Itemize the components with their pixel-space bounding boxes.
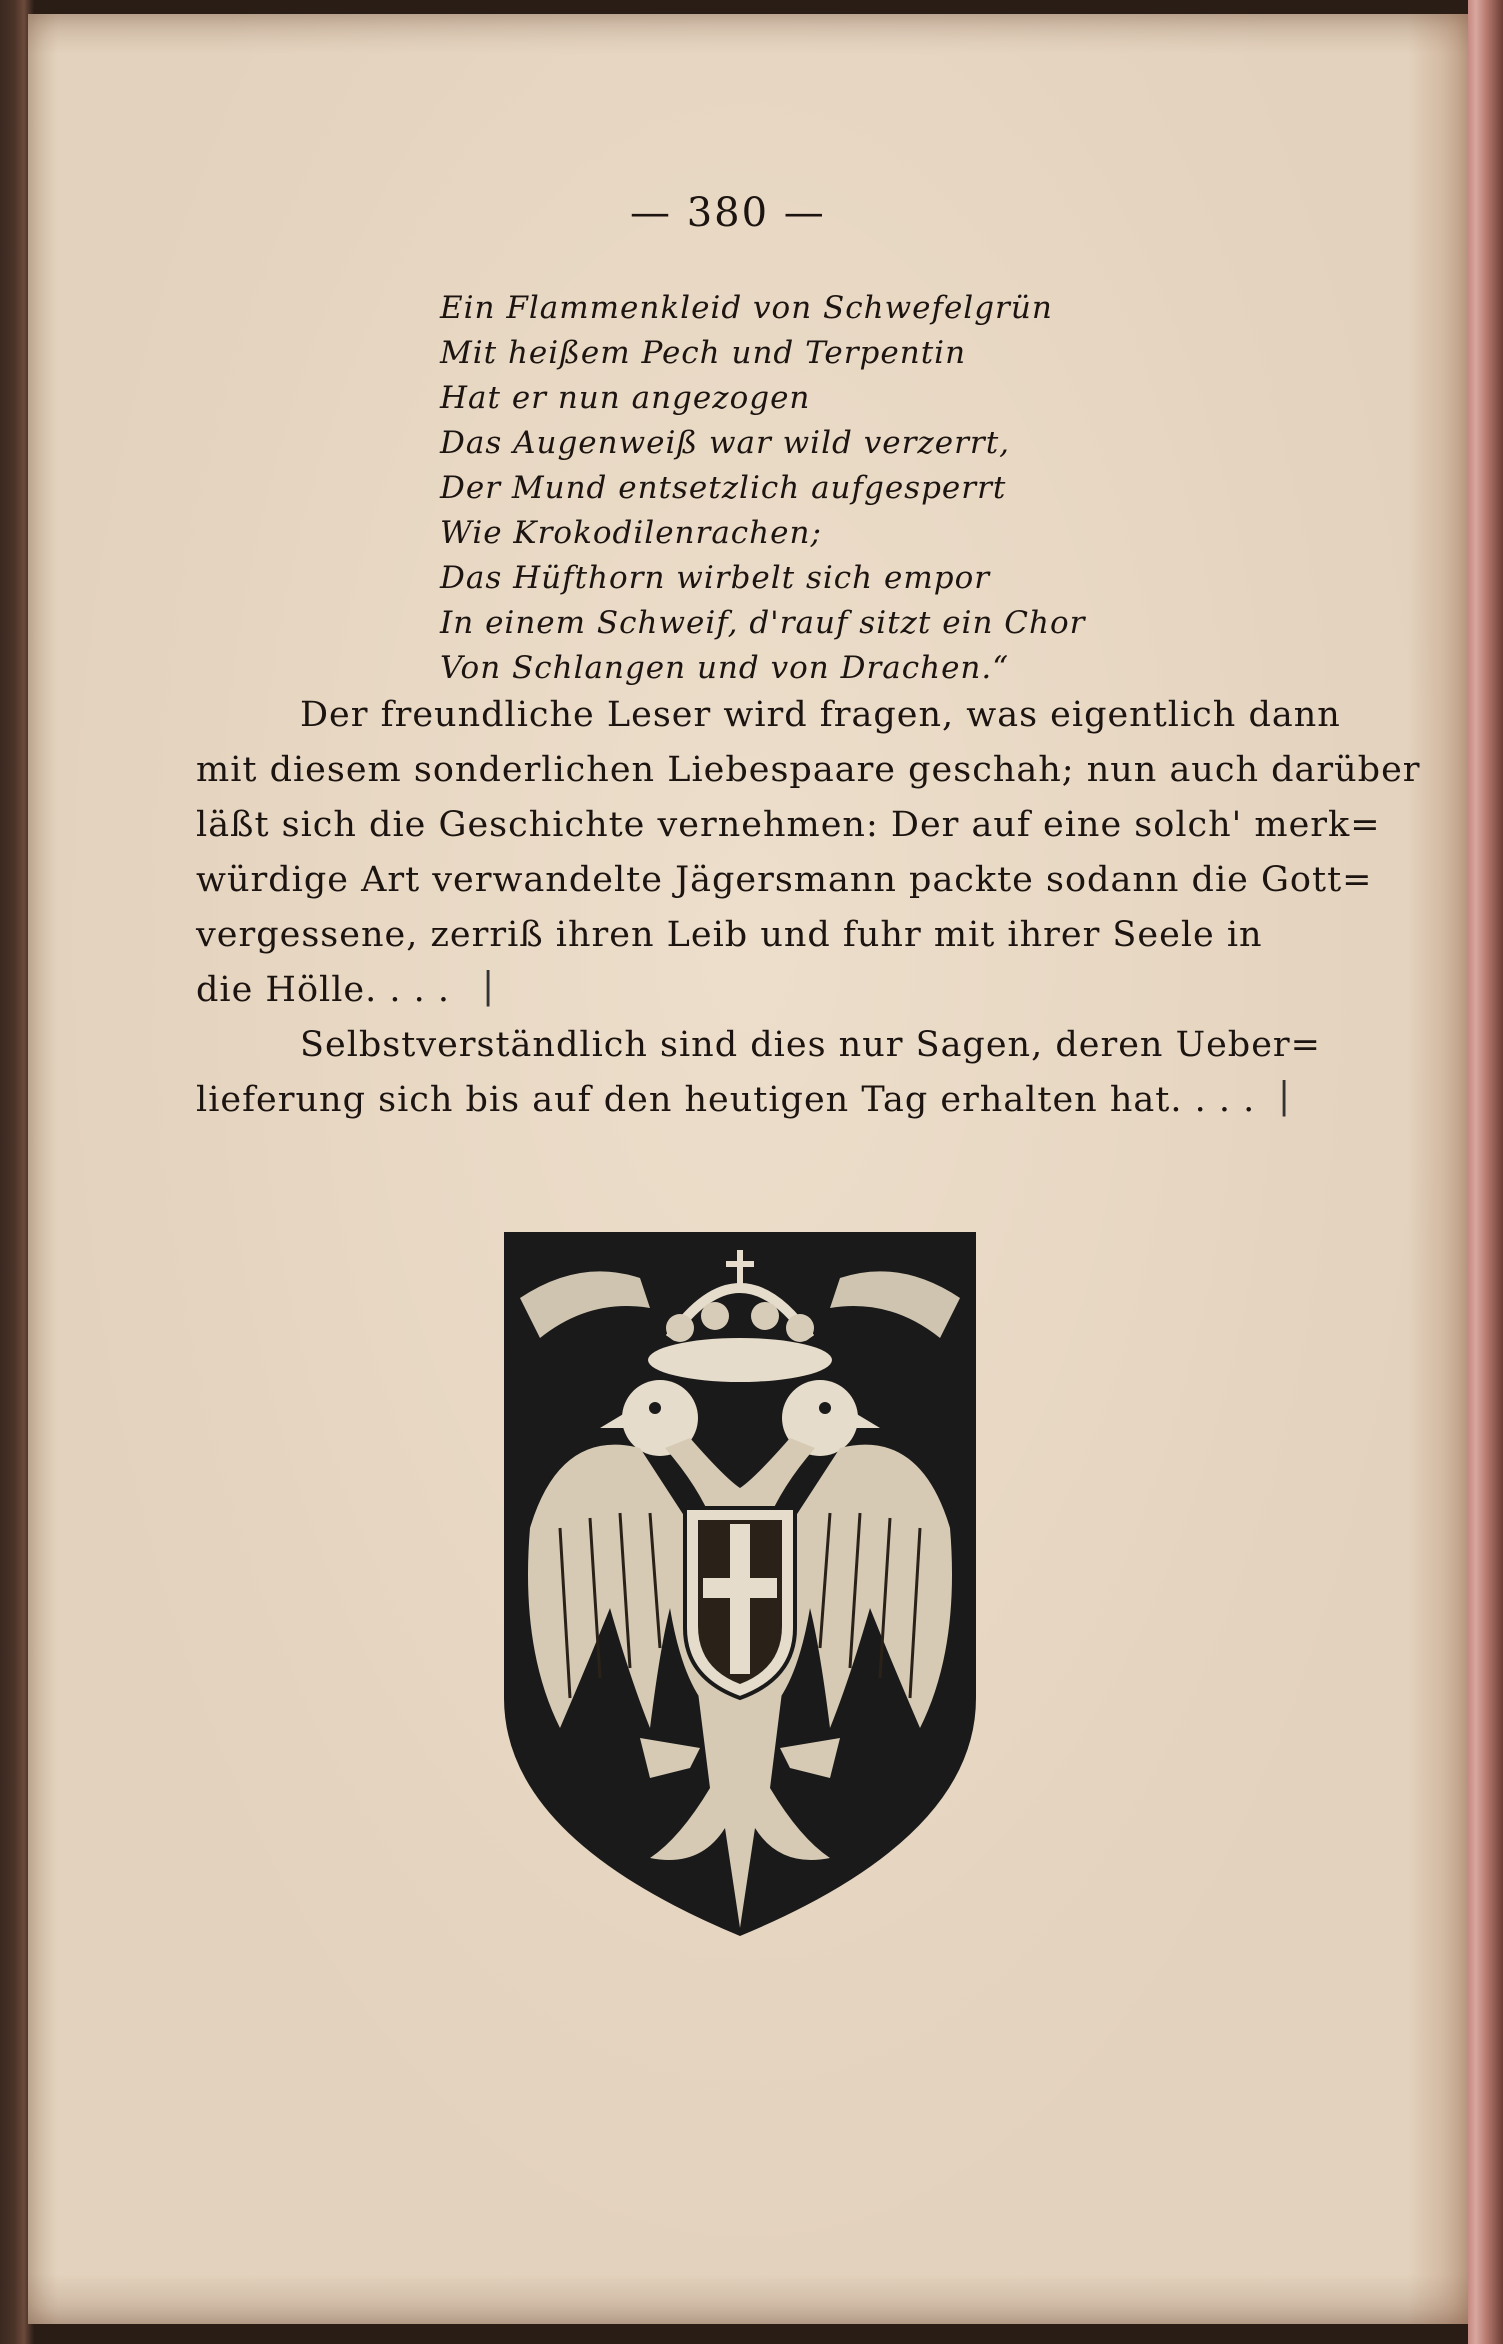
- pencil-mark: |: [482, 966, 495, 1007]
- verse-line: Das Hüfthorn wirbelt sich empor: [440, 560, 991, 596]
- verse-line: Mit heißem Pech und Terpentin: [440, 335, 967, 371]
- verse-line: Das Augenweiß war wild verzerrt,: [440, 425, 1011, 461]
- verse-line: Der Mund entsetzlich aufgesperrt: [440, 470, 1007, 506]
- paragraph-line: würdige Art verwandelte Jägersmann packte sodann die Gott=: [196, 860, 1373, 900]
- paragraph-line: Der freundliche Leser wird fragen, was eigentlich dann: [300, 695, 1341, 735]
- verse-line: Von Schlangen und von Drachen.“: [440, 650, 1010, 686]
- verse-line: Wie Krokodilenrachen;: [440, 515, 822, 551]
- page-number: — 380 —: [630, 190, 826, 236]
- pencil-mark: |: [1278, 1076, 1291, 1117]
- paragraph-line: läßt sich die Geschichte vernehmen: Der auf eine solch' merk=: [196, 805, 1381, 845]
- paragraph-line: vergessene, zerriß ihren Leib und fuhr mit ihrer Seele in: [196, 915, 1263, 955]
- verse-line: Hat er nun angezogen: [440, 380, 811, 416]
- paragraph-line: lieferung sich bis auf den heutigen Tag erhalten hat. . . .: [196, 1080, 1256, 1120]
- cross-shield-icon: [685, 1508, 795, 1698]
- paragraph-line: Selbstverständlich sind dies nur Sagen, deren Ueber=: [300, 1025, 1321, 1065]
- paragraph-line: mit diesem sonderlichen Liebespaare geschah; nun auch darüber: [196, 750, 1421, 790]
- verse-line: Ein Flammenkleid von Schwefelgrün: [440, 290, 1053, 326]
- paragraph-line: die Hölle. . . .: [196, 970, 451, 1010]
- verse-line: In einem Schweif, d'rauf sitzt ein Chor: [440, 605, 1086, 641]
- coat-of-arms-illustration: [500, 1228, 980, 1940]
- page-edge: [1468, 0, 1503, 2344]
